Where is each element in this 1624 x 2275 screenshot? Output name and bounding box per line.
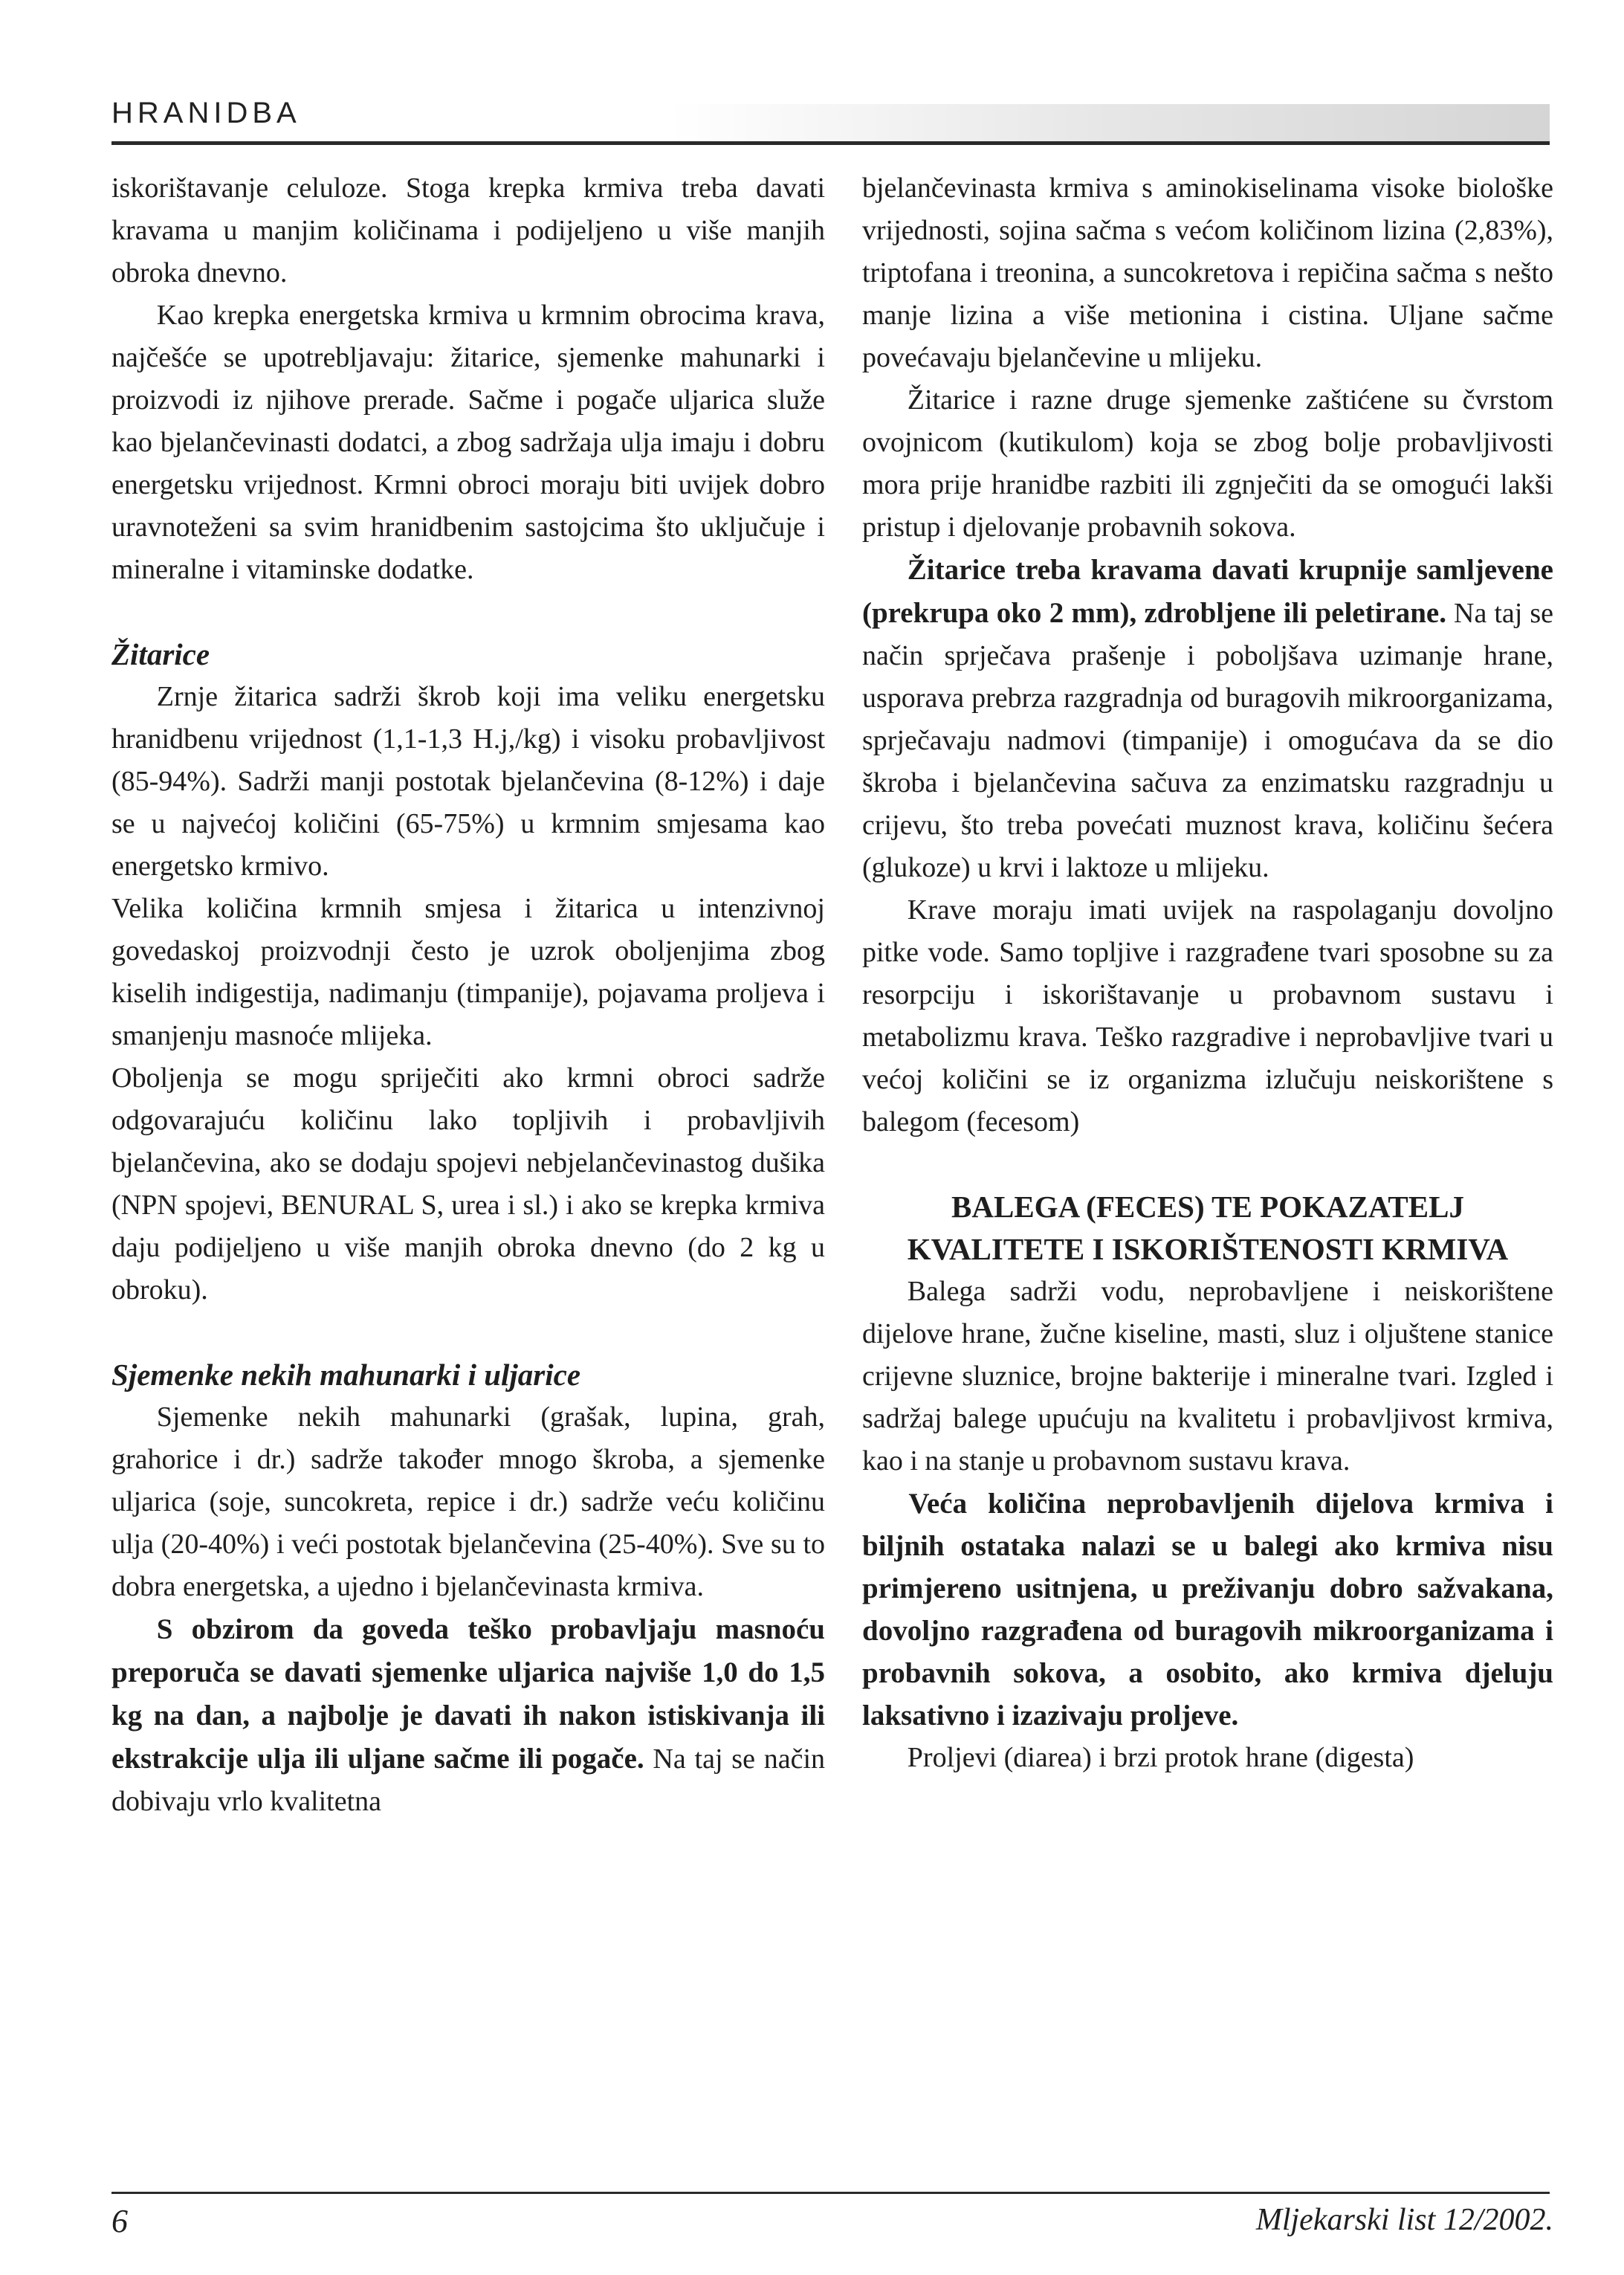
page-number: 6 [111, 2203, 128, 2239]
paragraph [111, 1608, 825, 1823]
paragraph-continuation: Na taj se način sprječava prašenje i poboljšava uzimanje hrane, usporava prebrza razgradnja od buragovih mikroorganizama, sprječavaju nadmovi (timpanije) i omogućava da se dio škroba i bjelančevina sačuva za enzimatsku razgradnju u crijevu, što treba povećati muznost krava, količinu šećera (glukoze) u krvi i laktoze u mlijeku. [862, 598, 1553, 883]
paragraph: Krave moraju imati uvijek na raspolaganju dovoljno pitke vode. Samo topljive i razgrađene tvari sposobne su za resorpciju i iskorištavanje u probavnom sustavu i metabolizmu krava. Teško razgradive i neprobavljive tvari u većoj količini se iz organizma izlučuju neiskorištene s balegom (fecesom) [862, 894, 1553, 1138]
paragraph [862, 549, 1553, 889]
header-divider [111, 141, 1550, 145]
paragraph-bold: Veća količina neprobavljenih dijelova krmiva i biljnih ostataka nalazi se u balegi ako krmiva nisu primjereno usitnjena, u preživanju dobro sažvakana, dovoljno razgrađena od buragovih mikroorganizama i probavnih sokova, a osobito, ako krmiva djeluju laksativno i izazivaju proljeve. [862, 1488, 1553, 1732]
bold-emphasis: S obzirom da goveda teško probavljaju masnoću preporuča se davati sjemenke uljarica najviše 1,0 do 1,5 kg na dan, a najbolje je davati ih nakon istiskivanja ili ekstrakcije ulja ili uljane sačme ili pogače. [111, 1613, 825, 1775]
subheading-zitarice: Žitarice [111, 637, 210, 671]
paragraph: Balega sadrži vodu, neprobavljene i neiskorištene dijelove hrane, žučne kiseline, masti, sluz i oljuštene stanice crijevne sluznice, brojne bakterije i mineralne tvari. Izgled i sadržaj balege upućuju na kvalitetu i probavljivost krmiva, kao i na stanje u probavnom sustavu krava. [862, 1276, 1553, 1477]
paragraph-continuation: Na taj se način dobivaju vrlo kvalitetna [111, 1743, 825, 1817]
journal-citation: Mljekarski list 12/2002. [1255, 2203, 1553, 2237]
section-heading-line-2: KVALITETE I ISKORIŠTENOSTI KRMIVA [907, 1232, 1509, 1266]
bold-emphasis: Žitarice treba kravama davati krupnije samljevene (prekrupa oko 2 mm), zdrobljene ili peletirane. [862, 554, 1553, 629]
section-heading-line-1: BALEGA (FECES) TE POKAZATELJ [951, 1190, 1464, 1224]
header-decorative-band [669, 104, 1550, 141]
paragraph: Oboljenja se mogu spriječiti ako krmni obroci sadrže odgovarajuću količinu lako topljivih i probavljivih bjelančevina, ako se dodaju spojevi nebjelančevinastog dušika (NPN spojevi, BENURAL S, urea i sl.) i ako se krepka krmiva daju podijeljeno u više manjih obroka dnevno (do 2 kg u obroku). [111, 1062, 825, 1306]
section-header: HRANIDBA [111, 97, 301, 129]
paragraph: Sjemenke nekih mahunarki (grašak, lupina, grah, grahorice i dr.) sadrže također mnogo škroba, a sjemenke uljarica (soje, suncokreta, repice i dr.) sadrže veću količinu ulja (20-40%) i veći postotak bjelančevina (25-40%). Sve su to dobra energetska, a ujedno i bjelančevinasta krmiva. [111, 1401, 825, 1602]
paragraph: Žitarice i razne druge sjemenke zaštićene su čvrstom ovojnicom (kutikulom) koja se zbog bolje probavljivosti mora prije hranidbe razbiti ili zgnječiti da se omogući lakši pristup i djelovanje probavnih sokova. [862, 384, 1553, 543]
subheading-sjemenke: Sjemenke nekih mahunarki i uljarice [111, 1358, 581, 1392]
left-column [111, 167, 825, 1823]
footer-divider [111, 2192, 1550, 2194]
paragraph: iskorištavanje celuloze. Stoga krepka krmiva treba davati kravama u manjim količinama i podijeljeno u više manjih obroka dnevno. [111, 172, 825, 288]
paragraph: Proljevi (diarea) i brzi protok hrane (digesta) [907, 1742, 1414, 1773]
paragraph: Kao krepka energetska krmiva u krmnim obrocima krava, najčešće se upotrebljavaju: žitarice, sjemenke mahunarki i proizvodi iz njihove prerade. Sačme i pogače uljarica služe kao bjelančevinasti dodatci, a zbog sadržaja ulja imaju i dobru energetsku vrijednost. Krmni obroci moraju biti uvijek dobro uravnoteženi sa svim hranidbenim sastojcima što uključuje i mineralne i vitaminske dodatke. [111, 300, 825, 585]
paragraph: Zrnje žitarica sadrži škrob koji ima veliku energetsku hranidbenu vrijednost (1,1-1,3 H.j,/kg) i visoku probavljivost (85-94%). Sadrži manji postotak bjelančevina (8-12%) i daje se u najvećoj količini (65-75%) u krmnim smjesama kao energetsko krmivo. [111, 681, 825, 882]
right-column [862, 167, 1553, 1779]
paragraph: bjelančevinasta krmiva s aminokiselinama visoke biološke vrijednosti, sojina sačma s većom količinom lizina (2,83%), triptofana i treonina, a suncokretova i repičina sačma s nešto manje lizina a više metionina i cistina. Uljane sačme povećavaju bjelančevine u mlijeku. [862, 172, 1553, 373]
paragraph: Velika količina krmnih smjesa i žitarica u intenzivnoj govedaskoj proizvodnji često je uzrok oboljenjima zbog kiselih indigestija, nadimanju (timpanije), pojavama proljeva i smanjenju masnoće mlijeka. [111, 893, 825, 1051]
